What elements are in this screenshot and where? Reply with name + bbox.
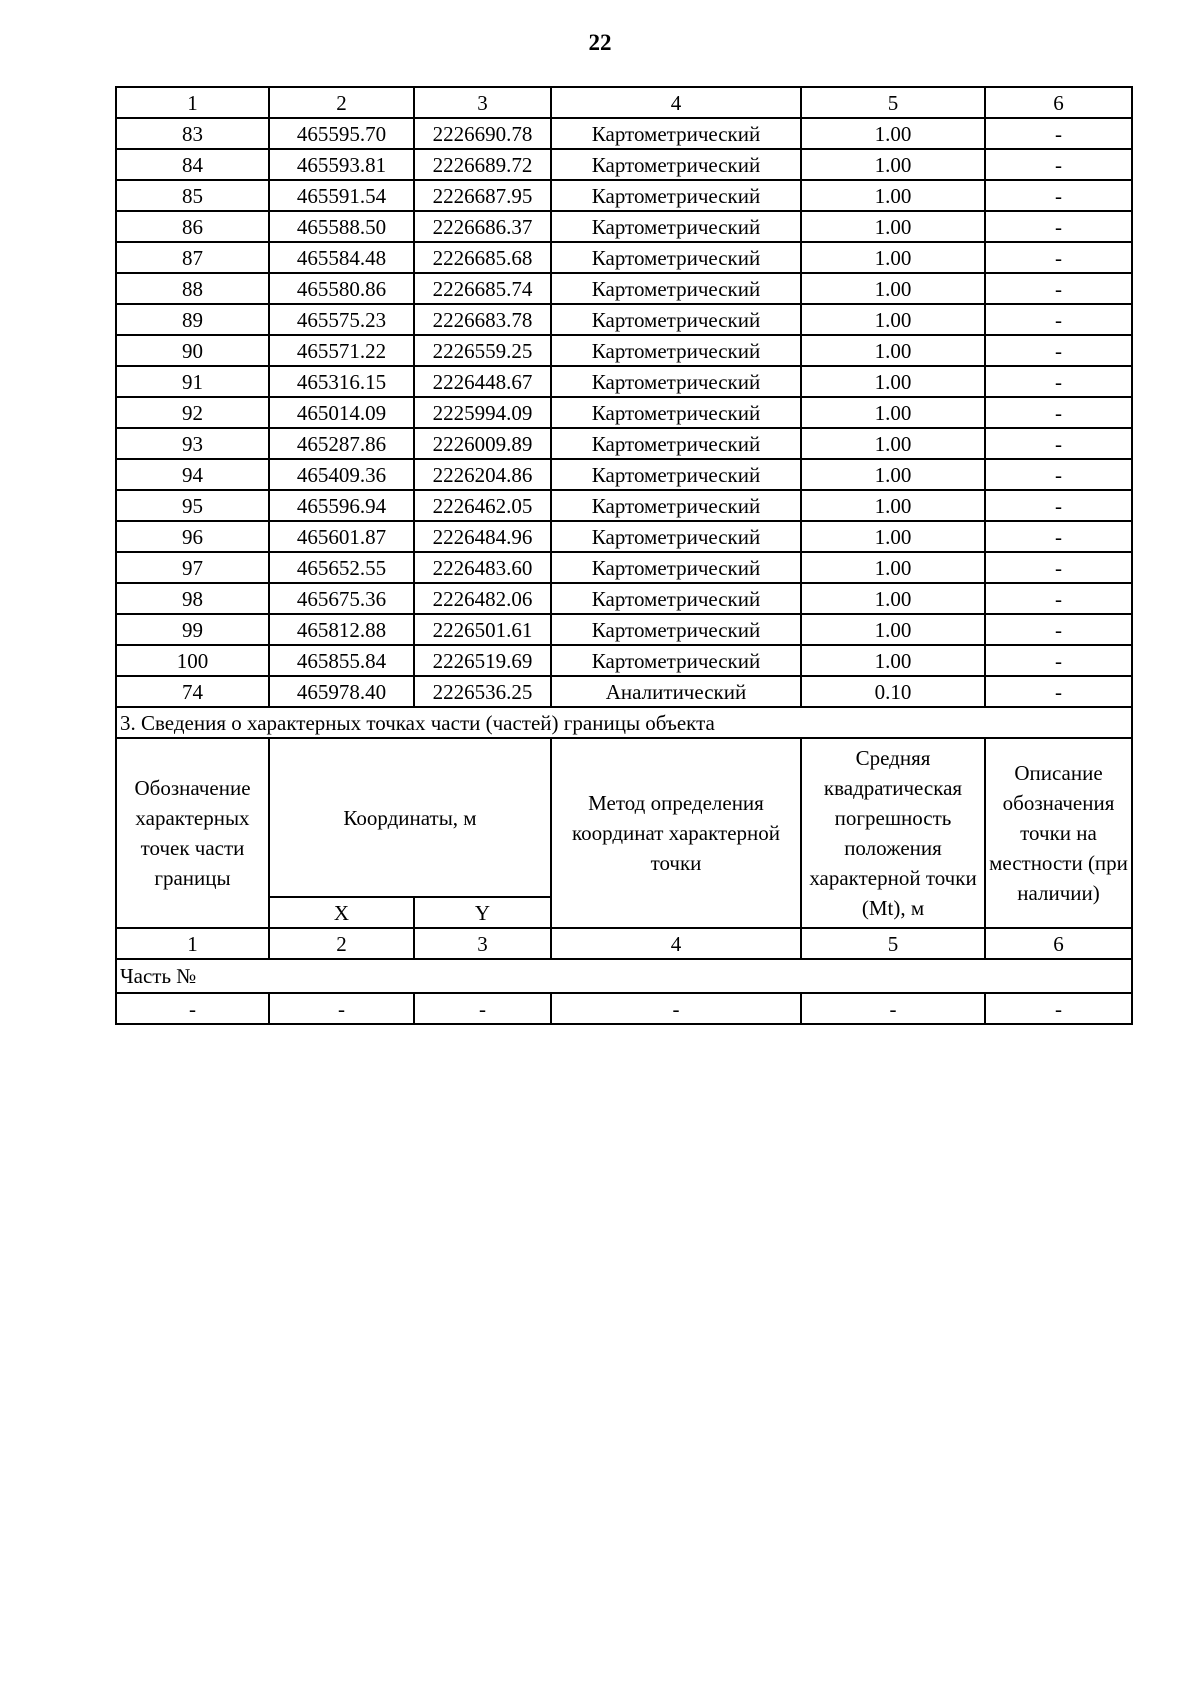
y-cell: 2226685.68 — [414, 242, 551, 273]
x-cell: 465588.50 — [269, 211, 414, 242]
point-cell: 85 — [116, 180, 269, 211]
description-cell: - — [985, 490, 1132, 521]
method-cell: Картометрический — [551, 397, 801, 428]
header-y: Y — [414, 897, 551, 928]
mt-cell: 1.00 — [801, 242, 985, 273]
x-cell: 465575.23 — [269, 304, 414, 335]
column-number: 6 — [985, 928, 1132, 959]
method-cell: Картометрический — [551, 645, 801, 676]
section-header-row — [116, 738, 1132, 897]
header-description: Описание обозначения точки на местности (при наличии) — [985, 738, 1132, 928]
description-cell: - — [985, 645, 1132, 676]
table-row — [116, 459, 1132, 490]
empty-cell: - — [116, 993, 269, 1024]
mt-cell: 1.00 — [801, 583, 985, 614]
point-cell: 99 — [116, 614, 269, 645]
point-cell: 74 — [116, 676, 269, 707]
y-cell: 2226519.69 — [414, 645, 551, 676]
method-cell: Картометрический — [551, 552, 801, 583]
description-cell: - — [985, 676, 1132, 707]
y-cell: 2226685.74 — [414, 273, 551, 304]
description-cell: - — [985, 149, 1132, 180]
mt-cell: 1.00 — [801, 366, 985, 397]
table-row — [116, 180, 1132, 211]
table-row — [116, 304, 1132, 335]
x-cell: 465601.87 — [269, 521, 414, 552]
x-cell: 465409.36 — [269, 459, 414, 490]
x-cell: 465571.22 — [269, 335, 414, 366]
y-cell: 2226482.06 — [414, 583, 551, 614]
y-cell: 2226690.78 — [414, 118, 551, 149]
y-cell: 2225994.09 — [414, 397, 551, 428]
mt-cell: 1.00 — [801, 490, 985, 521]
table-row — [116, 335, 1132, 366]
table-row — [116, 273, 1132, 304]
point-cell: 84 — [116, 149, 269, 180]
point-cell: 100 — [116, 645, 269, 676]
coordinates-table — [115, 86, 1133, 1025]
x-cell: 465580.86 — [269, 273, 414, 304]
x-cell: 465652.55 — [269, 552, 414, 583]
method-cell: Картометрический — [551, 614, 801, 645]
method-cell: Картометрический — [551, 459, 801, 490]
column-number: 2 — [269, 87, 414, 118]
method-cell: Картометрический — [551, 149, 801, 180]
method-cell: Картометрический — [551, 242, 801, 273]
y-cell: 2226683.78 — [414, 304, 551, 335]
mt-cell: 1.00 — [801, 645, 985, 676]
table-row — [116, 521, 1132, 552]
y-cell: 2226501.61 — [414, 614, 551, 645]
mt-cell: 1.00 — [801, 521, 985, 552]
table-row — [116, 490, 1132, 521]
point-cell: 89 — [116, 304, 269, 335]
method-cell: Картометрический — [551, 521, 801, 552]
mt-cell: 1.00 — [801, 552, 985, 583]
method-cell: Картометрический — [551, 211, 801, 242]
mt-cell: 1.00 — [801, 614, 985, 645]
column-number: 5 — [801, 928, 985, 959]
table-row — [116, 366, 1132, 397]
column-number: 5 — [801, 87, 985, 118]
point-cell: 92 — [116, 397, 269, 428]
point-cell: 83 — [116, 118, 269, 149]
method-cell: Аналитический — [551, 676, 801, 707]
section-column-number-row — [116, 928, 1132, 959]
table-row — [116, 118, 1132, 149]
table-row — [116, 583, 1132, 614]
description-cell: - — [985, 552, 1132, 583]
point-cell: 93 — [116, 428, 269, 459]
point-cell: 87 — [116, 242, 269, 273]
description-cell: - — [985, 366, 1132, 397]
y-cell: 2226204.86 — [414, 459, 551, 490]
method-cell: Картометрический — [551, 366, 801, 397]
column-number: 1 — [116, 87, 269, 118]
description-cell: - — [985, 273, 1132, 304]
method-cell: Картометрический — [551, 428, 801, 459]
point-cell: 94 — [116, 459, 269, 490]
empty-cell: - — [985, 993, 1132, 1024]
point-cell: 98 — [116, 583, 269, 614]
point-cell: 86 — [116, 211, 269, 242]
point-cell: 96 — [116, 521, 269, 552]
empty-cell: - — [551, 993, 801, 1024]
mt-cell: 1.00 — [801, 335, 985, 366]
description-cell: - — [985, 211, 1132, 242]
x-cell: 465675.36 — [269, 583, 414, 614]
method-cell: Картометрический — [551, 335, 801, 366]
method-cell: Картометрический — [551, 118, 801, 149]
table-row — [116, 211, 1132, 242]
y-cell: 2226687.95 — [414, 180, 551, 211]
empty-cell: - — [269, 993, 414, 1024]
method-cell: Картометрический — [551, 273, 801, 304]
column-number: 1 — [116, 928, 269, 959]
description-cell: - — [985, 180, 1132, 211]
x-cell: 465978.40 — [269, 676, 414, 707]
x-cell: 465595.70 — [269, 118, 414, 149]
description-cell: - — [985, 583, 1132, 614]
description-cell: - — [985, 242, 1132, 273]
method-cell: Картометрический — [551, 583, 801, 614]
table-row — [116, 428, 1132, 459]
empty-cell: - — [801, 993, 985, 1024]
mt-cell: 1.00 — [801, 273, 985, 304]
point-cell: 90 — [116, 335, 269, 366]
mt-cell: 1.00 — [801, 397, 985, 428]
mt-cell: 1.00 — [801, 428, 985, 459]
mt-cell: 1.00 — [801, 149, 985, 180]
mt-cell: 1.00 — [801, 459, 985, 490]
x-cell: 465584.48 — [269, 242, 414, 273]
mt-cell: 1.00 — [801, 180, 985, 211]
header-x: X — [269, 897, 414, 928]
point-cell: 88 — [116, 273, 269, 304]
method-cell: Картометрический — [551, 304, 801, 335]
description-cell: - — [985, 397, 1132, 428]
part-row — [116, 959, 1132, 993]
point-cell: 91 — [116, 366, 269, 397]
mt-cell: 1.00 — [801, 211, 985, 242]
header-method: Метод определения координат характерной точки — [551, 738, 801, 928]
mt-cell: 0.10 — [801, 676, 985, 707]
part-label: Часть № — [116, 959, 1132, 993]
y-cell: 2226686.37 — [414, 211, 551, 242]
table-row — [116, 552, 1132, 583]
empty-cell: - — [414, 993, 551, 1024]
description-cell: - — [985, 459, 1132, 490]
y-cell: 2226483.60 — [414, 552, 551, 583]
y-cell: 2226462.05 — [414, 490, 551, 521]
column-number: 4 — [551, 87, 801, 118]
table-row — [116, 614, 1132, 645]
method-cell: Картометрический — [551, 490, 801, 521]
description-cell: - — [985, 428, 1132, 459]
mt-cell: 1.00 — [801, 304, 985, 335]
column-number: 3 — [414, 928, 551, 959]
column-number: 3 — [414, 87, 551, 118]
description-cell: - — [985, 304, 1132, 335]
section-title-row — [116, 707, 1132, 738]
method-cell: Картометрический — [551, 180, 801, 211]
y-cell: 2226009.89 — [414, 428, 551, 459]
column-number-row — [116, 87, 1132, 118]
x-cell: 465596.94 — [269, 490, 414, 521]
empty-row — [116, 993, 1132, 1024]
page-number: 22 — [588, 30, 612, 55]
header-coordinates: Координаты, м — [269, 738, 551, 897]
description-cell: - — [985, 335, 1132, 366]
x-cell: 465316.15 — [269, 366, 414, 397]
table-row — [116, 645, 1132, 676]
column-number: 6 — [985, 87, 1132, 118]
column-number: 4 — [551, 928, 801, 959]
table-row — [116, 676, 1132, 707]
description-cell: - — [985, 614, 1132, 645]
x-cell: 465812.88 — [269, 614, 414, 645]
y-cell: 2226559.25 — [414, 335, 551, 366]
table-row — [116, 242, 1132, 273]
point-cell: 97 — [116, 552, 269, 583]
point-cell: 95 — [116, 490, 269, 521]
x-cell: 465855.84 — [269, 645, 414, 676]
table-row — [116, 149, 1132, 180]
section-title: 3. Сведения о характерных точках части (частей) границы объекта — [116, 707, 1132, 738]
header-mt: Средняя квадратическая погрешность положения характерной точки (Mt), м — [801, 738, 985, 928]
description-cell: - — [985, 521, 1132, 552]
mt-cell: 1.00 — [801, 118, 985, 149]
y-cell: 2226484.96 — [414, 521, 551, 552]
x-cell: 465287.86 — [269, 428, 414, 459]
y-cell: 2226448.67 — [414, 366, 551, 397]
description-cell: - — [985, 118, 1132, 149]
x-cell: 465591.54 — [269, 180, 414, 211]
y-cell: 2226536.25 — [414, 676, 551, 707]
column-number: 2 — [269, 928, 414, 959]
header-point: Обозначение характерных точек части границы — [116, 738, 269, 928]
y-cell: 2226689.72 — [414, 149, 551, 180]
x-cell: 465014.09 — [269, 397, 414, 428]
table-row — [116, 397, 1132, 428]
x-cell: 465593.81 — [269, 149, 414, 180]
